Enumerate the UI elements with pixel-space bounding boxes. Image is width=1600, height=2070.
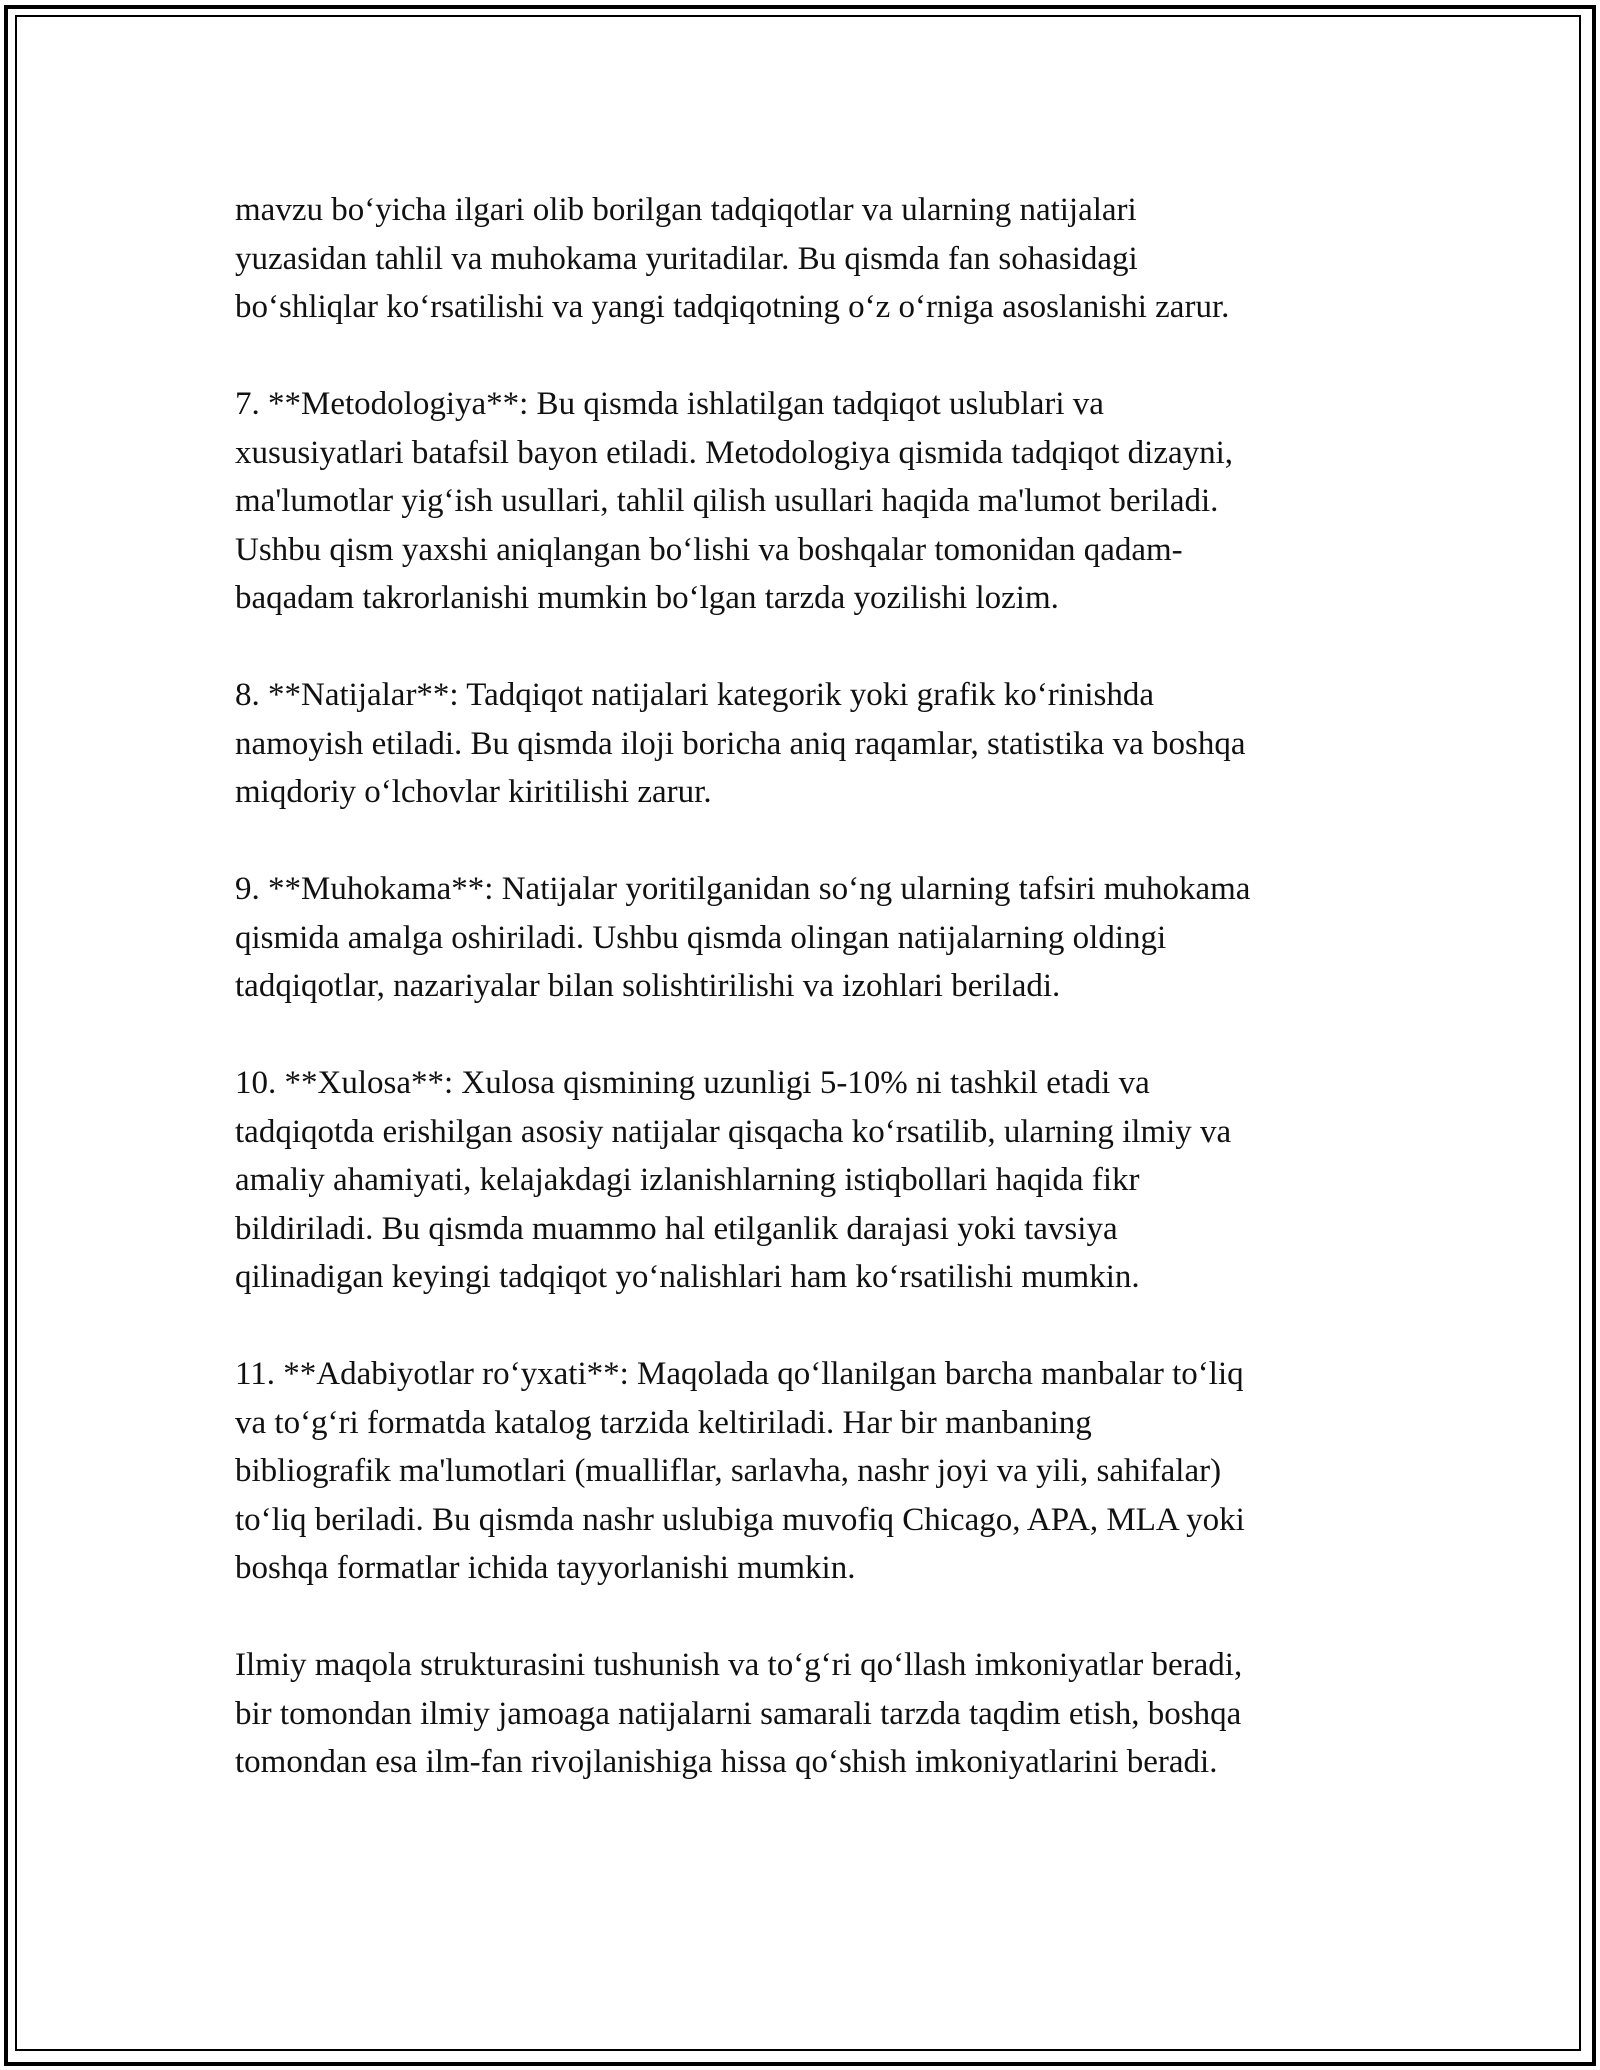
- paragraph-natijalar: [235, 671, 1375, 817]
- text-line: 9. **Muhokama**: Natijalar yoritilganidan so‘ng ularning tafsiri muhokama: [235, 871, 1251, 907]
- text-line: bir tomondan ilmiy jamoaga natijalarni samarali tarzda taqdim etish, boshqa: [235, 1695, 1242, 1732]
- text-line: 11. **Adabiyotlar ro‘yxati**: Maqolada qo‘llanilgan barcha manbalar to‘liq: [235, 1356, 1244, 1392]
- paragraph-conclusion: [235, 1641, 1375, 1787]
- text-line: 8. **Natijalar**: Tadqiqot natijalari kategorik yoki grafik ko‘rinishda: [235, 677, 1155, 713]
- paragraph-intro-continuation: [235, 186, 1375, 332]
- text-line: miqdoriy o‘lchovlar kiritilishi zarur.: [235, 774, 712, 810]
- text-line: yuzasidan tahlil va muhokama yuritadilar. Bu qismda fan sohasidagi: [235, 240, 1138, 277]
- text-line: baqadam takrorlanishi mumkin bo‘lgan tarzda yozilishi lozim.: [235, 580, 1059, 616]
- text-line: qismida amalga oshiriladi. Ushbu qismda olingan natijalarning oldingi: [235, 919, 1167, 956]
- text-line: tomondan esa ilm-fan rivojlanishiga hissa qo‘shish imkoniyatlarini beradi.: [235, 1744, 1218, 1780]
- paragraph-muhokama: [235, 865, 1375, 1011]
- text-line: ma'lumotlar yig‘ish usullari, tahlil qilish usullari haqida ma'lumot beriladi.: [235, 483, 1219, 519]
- text-line: amaliy ahamiyati, kelajakdagi izlanishlarning istiqbollari haqida fikr: [235, 1162, 1140, 1198]
- text-line: xususiyatlari batafsil bayon etiladi. Metodologiya qismida tadqiqot dizayni,: [235, 434, 1234, 471]
- text-line: tadqiqotlar, nazariyalar bilan solishtirilishi va izohlari beriladi.: [235, 968, 1061, 1004]
- text-line: 7. **Metodologiya**: Bu qismda ishlatilgan tadqiqot uslublari va: [235, 386, 1104, 422]
- text-line: mavzu bo‘yicha ilgari olib borilgan tadqiqotlar va ularning natijalari: [235, 192, 1137, 228]
- paragraph-xulosa: [235, 1059, 1375, 1302]
- text-line: bildiriladi. Bu qismda muammo hal etilganlik darajasi yoki tavsiya: [235, 1210, 1118, 1247]
- text-line: bibliografik ma'lumotlari (mualliflar, sarlavha, nashr joyi va yili, sahifalar): [235, 1453, 1222, 1489]
- paragraph-metodologiya: [235, 380, 1375, 623]
- document-body: [235, 186, 1375, 1835]
- text-line: boshqa formatlar ichida tayyorlanishi mumkin.: [235, 1550, 856, 1586]
- text-line: namoyish etiladi. Bu qismda iloji boricha aniq raqamlar, statistika va boshqa: [235, 725, 1246, 762]
- text-line: tadqiqotda erishilgan asosiy natijalar qisqacha ko‘rsatilib, ularning ilmiy va: [235, 1113, 1232, 1150]
- text-line: to‘liq beriladi. Bu qismda nashr uslubiga muvofiq Chicago, APA, MLA yoki: [235, 1501, 1245, 1538]
- text-line: va to‘g‘ri formatda katalog tarzida keltiriladi. Har bir manbaning: [235, 1404, 1092, 1441]
- text-line: 10. **Xulosa**: Xulosa qismining uzunligi 5-10% ni tashkil etadi va: [235, 1065, 1150, 1101]
- text-line: bo‘shliqlar ko‘rsatilishi va yangi tadqiqotning o‘z o‘rniga asoslanishi zarur.: [235, 289, 1230, 325]
- paragraph-adabiyotlar: [235, 1350, 1375, 1593]
- text-line: qilinadigan keyingi tadqiqot yo‘nalishlari ham ko‘rsatilishi mumkin.: [235, 1259, 1140, 1295]
- text-line: Ushbu qism yaxshi aniqlangan bo‘lishi va boshqalar tomonidan qadam-: [235, 531, 1183, 568]
- text-line: Ilmiy maqola strukturasini tushunish va to‘g‘ri qo‘llash imkoniyatlar beradi,: [235, 1647, 1243, 1683]
